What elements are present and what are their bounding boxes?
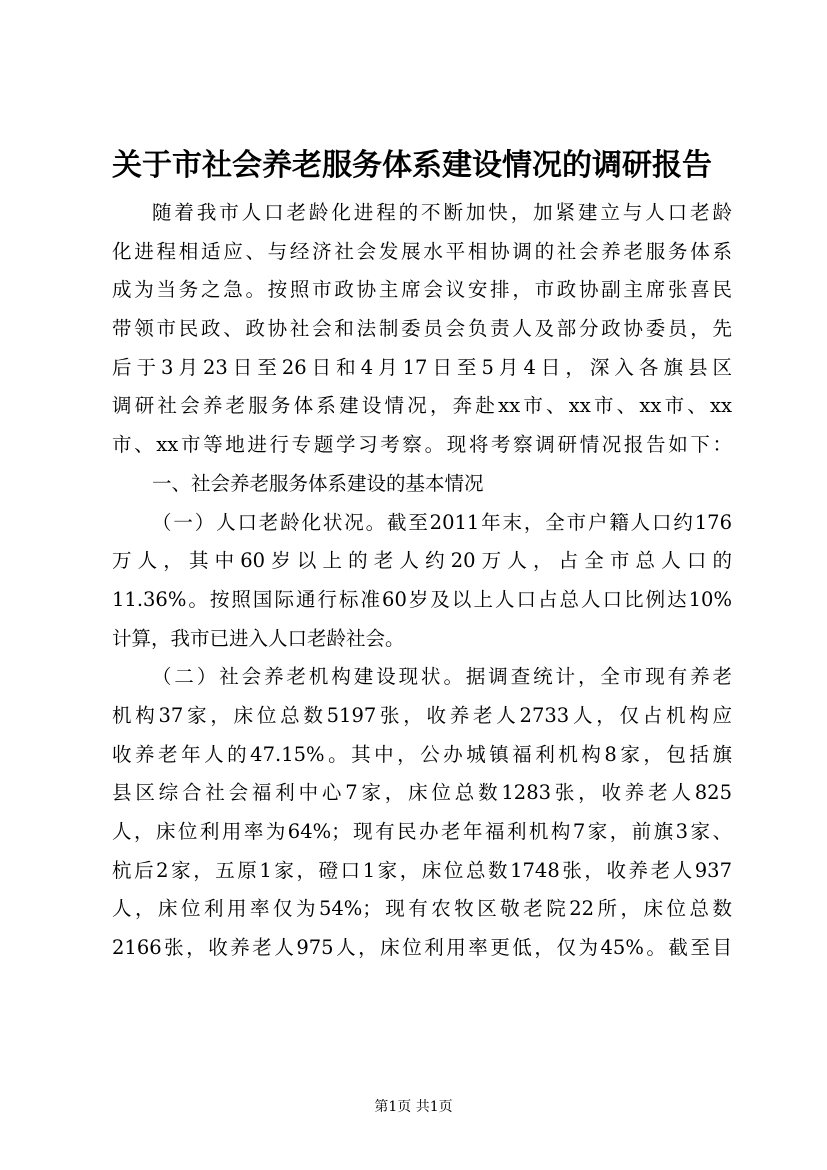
body-line: 后于3月23日至26日和4月17日至5月4日，深入各旗县区 bbox=[112, 355, 732, 379]
body-line: 计算，我市已进入人口老龄社会。 bbox=[112, 626, 405, 650]
body-line: 收养老年人的47.15%。其中，公办城镇福利机构8家，包括旗 bbox=[112, 742, 732, 766]
body-line: 人，床位利用率为64%；现有民办老年福利机构7家，前旗3家、 bbox=[112, 820, 732, 843]
body-line: 杭后2家，五原1家，磴口1家，床位总数1748张，收养老人937 bbox=[112, 858, 732, 882]
body-line: 带领市民政、政协社会和法制委员会负责人及部分政协委员，先 bbox=[112, 317, 732, 341]
section-heading: 一、社会养老服务体系建设的基本情况 bbox=[152, 471, 484, 495]
page-footer: 第1页 共1页 bbox=[374, 1099, 453, 1115]
body-line: 化进程相适应、与经济社会发展水平相协调的社会养老服务体系 bbox=[112, 239, 732, 263]
body-line: 2166张，收养老人975人，床位利用率更低，仅为45%。截至目 bbox=[112, 936, 732, 960]
body-line: 县区综合社会福利中心7家，床位总数1283张，收养老人825 bbox=[112, 781, 732, 805]
body-line: 市、xx市等地进行专题学习考察。现将考察调研情况报告如下： bbox=[112, 433, 732, 457]
document-title: 关于市社会养老服务体系建设情况的调研报告 bbox=[112, 148, 712, 183]
body-line: （一）人口老龄化状况。截至2011年末，全市户籍人口约176 bbox=[152, 510, 732, 534]
body-line: 11.36%。按照国际通行标准60岁及以上人口占总人口比例达10% bbox=[112, 587, 732, 611]
body-line: 万人，其中60岁以上的老人约20万人，占全市总人口的 bbox=[112, 549, 732, 573]
body-line: （二）社会养老机构建设现状。据调查统计，全市现有养老 bbox=[152, 665, 732, 689]
document-body bbox=[112, 194, 732, 968]
body-line: 随着我市人口老龄化进程的不断加快，加紧建立与人口老龄 bbox=[152, 201, 732, 224]
body-line: 人，床位利用率仅为54%；现有农牧区敬老院22所，床位总数 bbox=[112, 897, 732, 921]
body-line: 调研社会养老服务体系建设情况，奔赴xx市、xx市、xx市、xx bbox=[112, 394, 732, 418]
body-line: 机构37家，床位总数5197张，收养老人2733人，仅占机构应 bbox=[112, 703, 732, 727]
body-line: 成为当务之急。按照市政协主席会议安排，市政协副主席张喜民 bbox=[112, 278, 732, 302]
